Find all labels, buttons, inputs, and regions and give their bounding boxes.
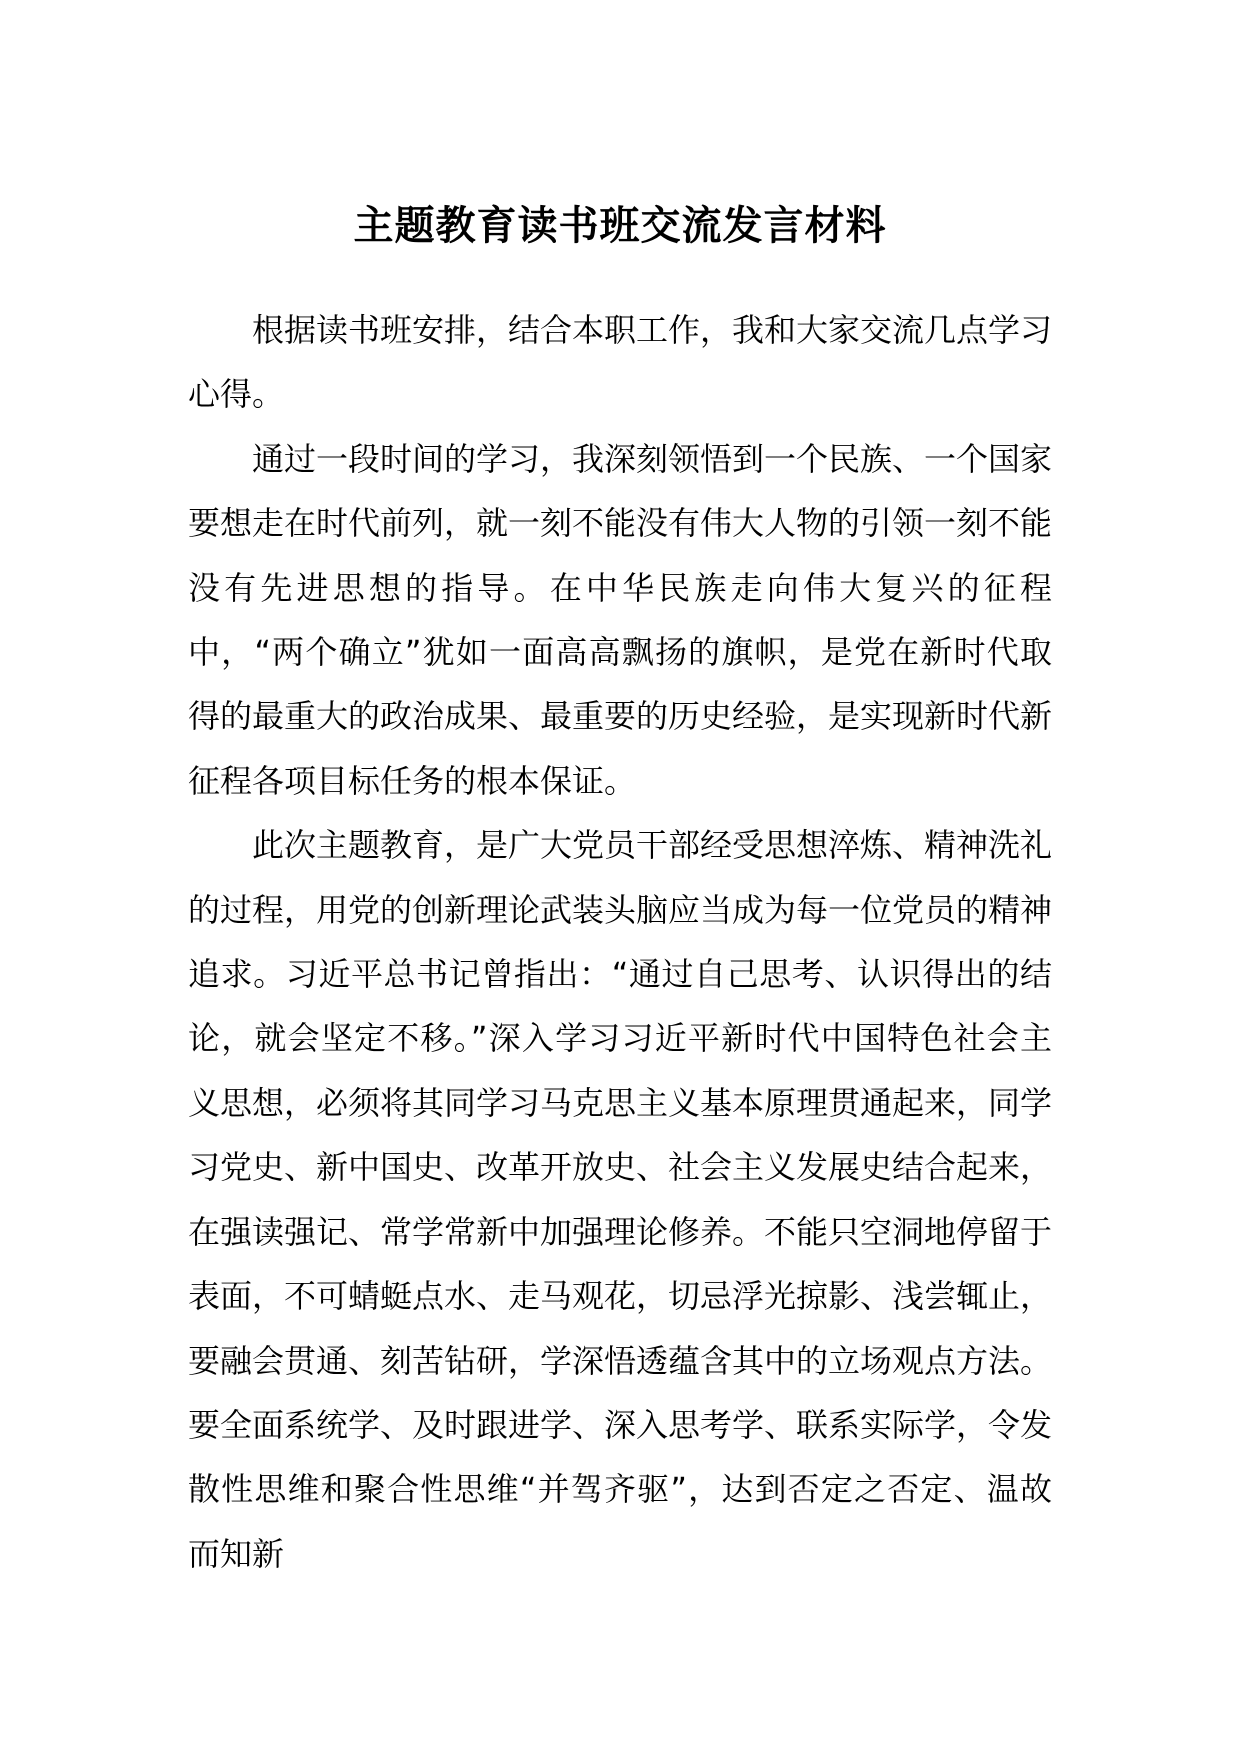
document-body bbox=[188, 298, 1052, 1586]
paragraph-learning-insight: 通过一段时间的学习，我深刻领悟到一个民族、一个国家要想走在时代前列，就一刻不能没有伟大人物的引领一刻不能没有先进思想的指导。在中华民族走向伟大复兴的征程中，“两个确立”犹如一面高高飘扬的旗帜，是党在新时代取得的最重大的政治成果、最重要的历史经验，是实现新时代新征程各项目标任务的根本保证。 bbox=[188, 439, 1053, 800]
paragraph-theme-education: 此次主题教育，是广大党员干部经受思想淬炼、精神洗礼的过程，用党的创新理论武装头脑应当成为每一位党员的精神追求。习近平总书记曾指出：“通过自己思考、认识得出的结论，就会坚定不移。”深入学习习近平新时代中国特色社会主义思想，必须将其同学习马克思主义基本原理贯通起来，同学习党史、新中国史、改革开放史、社会主义发展史结合起来，在强读强记、常学常新中加强理论修养。不能只空洞地停留于表面，不可蜻蜓点水、走马观花，切忌浮光掠影、浅尝辄止，要融会贯通、刻苦钻研，学深悟透蕴含其中的立场观点方法。要全面系统学、及时跟进学、深入思考学、联系实际学，令发散性思维和聚合性思维“并驾齐驱”，达到否定之否定、温故而知新 bbox=[188, 826, 1053, 1573]
paragraph-intro: 根据读书班安排，结合本职工作，我和大家交流几点学习心得。 bbox=[188, 311, 1053, 414]
document-title: 主题教育读书班交流发言材料 bbox=[353, 203, 887, 249]
